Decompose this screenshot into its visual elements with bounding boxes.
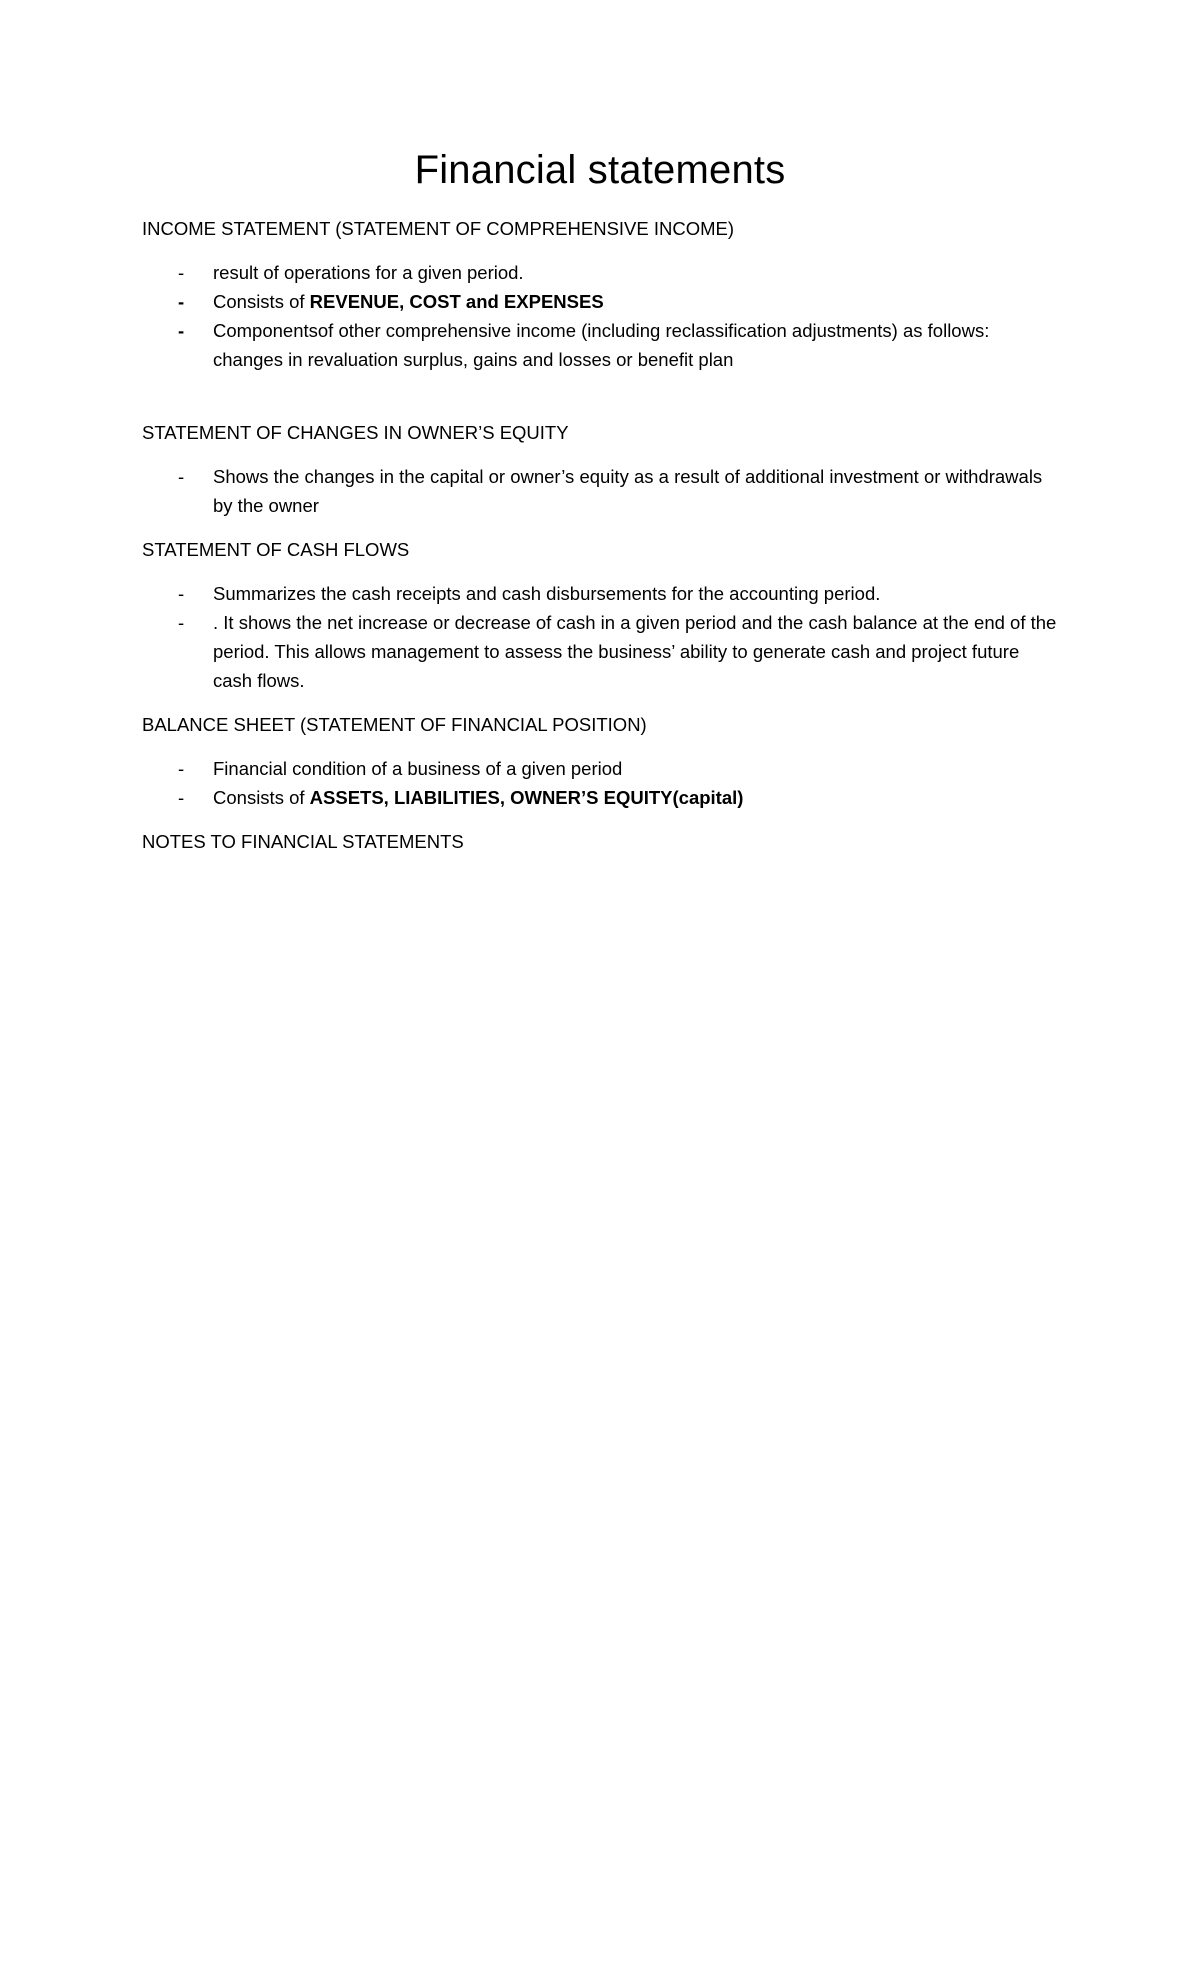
dash-bullet: -	[178, 320, 185, 341]
dash-bullet: -	[178, 466, 185, 487]
list-item	[142, 287, 1062, 316]
dash-bullet: -	[178, 291, 185, 312]
balance-sheet-list	[142, 754, 1062, 812]
list-item-text: Shows the changes in the capital or owner’s equity as a result of additional investment or withdrawals by the owner	[213, 466, 1043, 516]
list-item	[142, 462, 1062, 520]
dash-bullet: -	[178, 787, 185, 808]
list-item	[142, 316, 1062, 374]
notes-heading: NOTES TO FINANCIAL STATEMENTS	[142, 831, 464, 852]
dash-bullet: -	[178, 612, 185, 633]
list-item-bold: ASSETS, LIABILITIES, OWNER’S EQUITY(capital)	[309, 787, 744, 808]
list-item-bold: REVENUE, COST and EXPENSES	[309, 291, 604, 312]
list-item-text: result of operations for a given period.	[213, 262, 524, 283]
list-item	[142, 754, 1062, 783]
list-item-text: . It shows the net increase or decrease of cash in a given period and the cash balance at the end of the period. This allows management to assess the business’ ability to generate cash and project future cash flows.	[213, 612, 1057, 691]
income-statement-list	[142, 258, 1062, 374]
list-item-text: Financial condition of a business of a given period	[213, 758, 623, 779]
list-item-prefix: Consists of	[213, 291, 310, 312]
cash-flows-heading: STATEMENT OF CASH FLOWS	[142, 539, 410, 560]
owners-equity-heading: STATEMENT OF CHANGES IN OWNER’S EQUITY	[142, 422, 569, 443]
dash-bullet: -	[178, 262, 185, 283]
list-item-text: Componentsof other comprehensive income (including reclassification adjustments) as follows: changes in revaluation surplus, gains and losses or benefit plan	[213, 320, 990, 370]
cash-flows-list	[142, 579, 1062, 695]
balance-sheet-heading: BALANCE SHEET (STATEMENT OF FINANCIAL POSITION)	[142, 714, 647, 735]
document-body	[142, 214, 1062, 856]
list-item-prefix: Consists of	[213, 787, 310, 808]
list-item	[142, 783, 1062, 812]
document-title: Financial statements	[414, 148, 786, 192]
list-item-text: Summarizes the cash receipts and cash disbursements for the accounting period.	[213, 583, 881, 604]
dash-bullet: -	[178, 583, 185, 604]
list-item	[142, 579, 1062, 608]
dash-bullet: -	[178, 758, 185, 779]
list-item	[142, 258, 1062, 287]
income-statement-heading: INCOME STATEMENT (STATEMENT OF COMPREHENSIVE INCOME)	[142, 218, 735, 239]
list-item	[142, 608, 1062, 695]
owners-equity-list	[142, 462, 1062, 520]
